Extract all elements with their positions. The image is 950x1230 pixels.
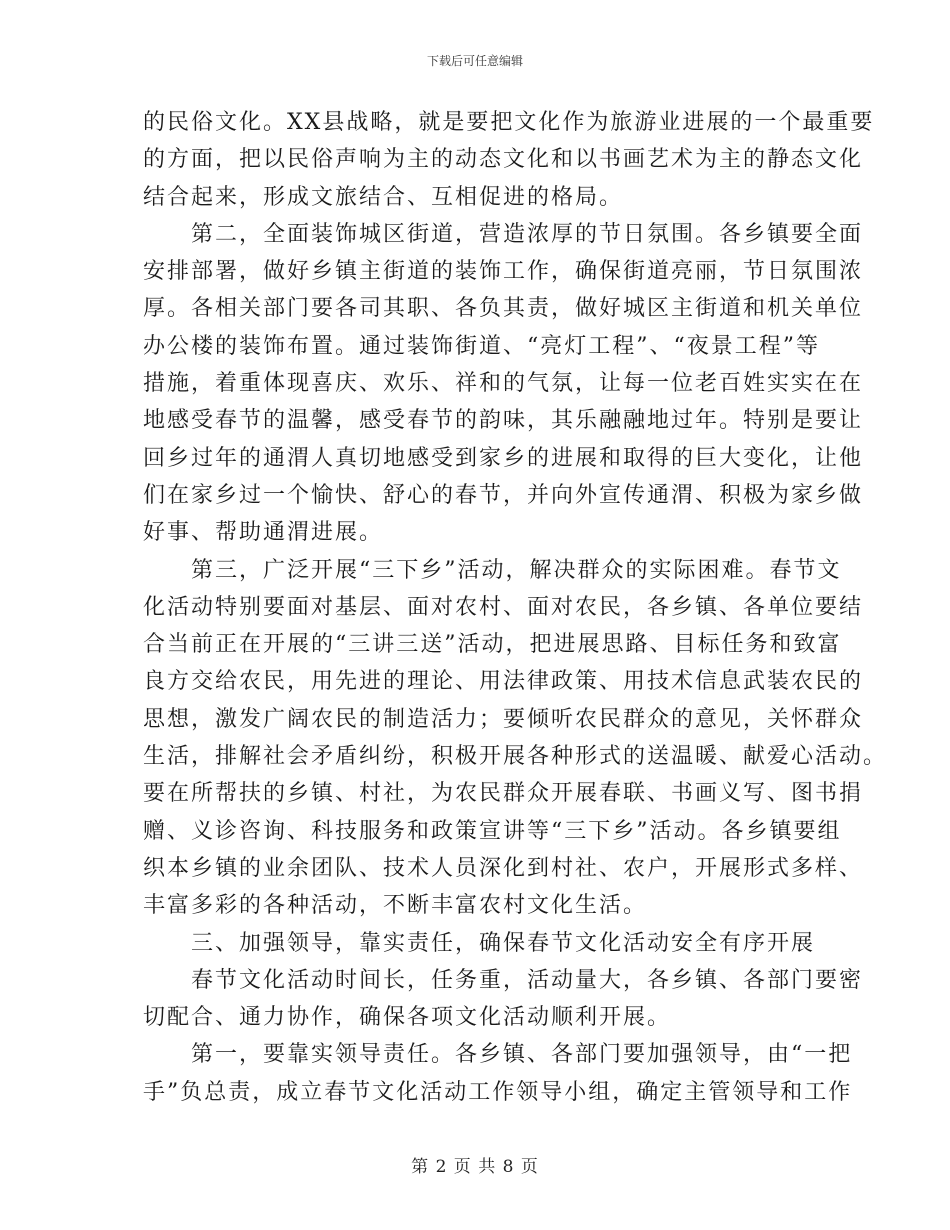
- text-line: 赠、义诊咨询、科技服务和政策宣讲等“三下乡”活动。各乡镇要组: [143, 818, 842, 844]
- section-heading: [143, 925, 816, 962]
- text-line: 化活动特别要面对基层、面对农村、面对农民，各乡镇、各单位要结: [143, 594, 864, 620]
- page-number: 2: [435, 1157, 448, 1177]
- text-line: 第二，全面装饰城区街道，营造浓厚的节日氛围。各乡镇要全面: [191, 221, 864, 247]
- text-line: 好事、帮助通渭进展。: [143, 520, 384, 546]
- text-line: 织本乡镇的业余团队、技术人员深化到村社、农户，开展形式多样、: [143, 855, 864, 881]
- paragraph: [143, 216, 864, 552]
- paragraph: [143, 104, 875, 216]
- text-line: 措施，着重体现喜庆、欢乐、祥和的气氛，让每一位老百姓实实在在: [143, 371, 864, 397]
- header-text: 下载后可任意编辑: [426, 54, 523, 68]
- footer-prefix: 第: [411, 1157, 430, 1177]
- text-line: 良方交给农民，用先进的理论、用法律政策、用技术信息武装农民的: [143, 669, 864, 695]
- text-line: 的民俗文化。XX县战略，就是要把文化作为旅游业进展的一个最重要: [143, 110, 875, 135]
- paragraph: [143, 552, 888, 925]
- text-line: 第三，广泛开展“三下乡”活动，解决群众的实际困难。春节文: [191, 557, 842, 583]
- text-line: 三、加强领导，靠实责任，确保春节文化活动安全有序开展: [191, 930, 816, 956]
- text-line: 春节文化活动时间长，任务重，活动量大，各乡镇、各部门要密: [191, 967, 864, 993]
- text-line: 思想，激发广阔农民的制造活力；要倾听农民群众的意见，关怀群众: [143, 706, 864, 732]
- page-header: [0, 53, 950, 69]
- text-line: 第一，要靠实领导责任。各乡镇、各部门要加强领导，由“一把: [191, 1042, 853, 1068]
- text-line: 地感受春节的温馨，感受春节的韵味，其乐融融地过年。特别是要让: [143, 408, 864, 434]
- text-line: 要在所帮扶的乡镇、村社，为农民群众开展春联、书画义写、图书捐: [143, 781, 864, 807]
- text-line: 厚。各相关部门要各司其职、各负其责，做好城区主街道和机关单位: [143, 296, 864, 322]
- footer-middle: 页 共: [453, 1157, 497, 1177]
- text-line: 们在家乡过一个愉快、舒心的春节，并向外宣传通渭、积极为家乡做: [143, 482, 864, 508]
- text-line: 丰富多彩的各种活动，不断丰富农村文化生活。: [143, 893, 648, 919]
- text-line: 结合起来，形成文旅结合、互相促进的格局。: [143, 184, 624, 210]
- text-line: 切配合、通力协作，确保各项文化活动顺利开展。: [143, 1005, 672, 1031]
- paragraph: [143, 962, 864, 1037]
- text-line: 生活，排解社会矛盾纠纷，积极开展各种形式的送温暖、献爱心活动。: [143, 744, 888, 770]
- text-line: 办公楼的装饰布置。通过装饰街道、“亮灯工程”、“夜景工程”等: [143, 333, 820, 359]
- page-total: 8: [502, 1157, 515, 1177]
- text-line: 安排部署，做好乡镇主街道的装饰工作，确保街道亮丽，节日氛围浓: [143, 259, 864, 285]
- document-body: [143, 104, 888, 1111]
- text-line: 的方面，把以民俗声响为主的动态文化和以书画艺术为主的静态文化: [143, 147, 864, 173]
- paragraph: [143, 1036, 853, 1111]
- footer-suffix: 页: [520, 1157, 539, 1177]
- page-footer: [0, 1156, 950, 1178]
- text-line: 手”负总责，成立春节文化活动工作领导小组，确定主管领导和工作: [143, 1079, 853, 1105]
- text-line: 回乡过年的通渭人真切地感受到家乡的进展和取得的巨大变化，让他: [143, 445, 864, 471]
- text-line: 合当前正在开展的“三讲三送”活动，把进展思路、目标任务和致富: [143, 632, 842, 658]
